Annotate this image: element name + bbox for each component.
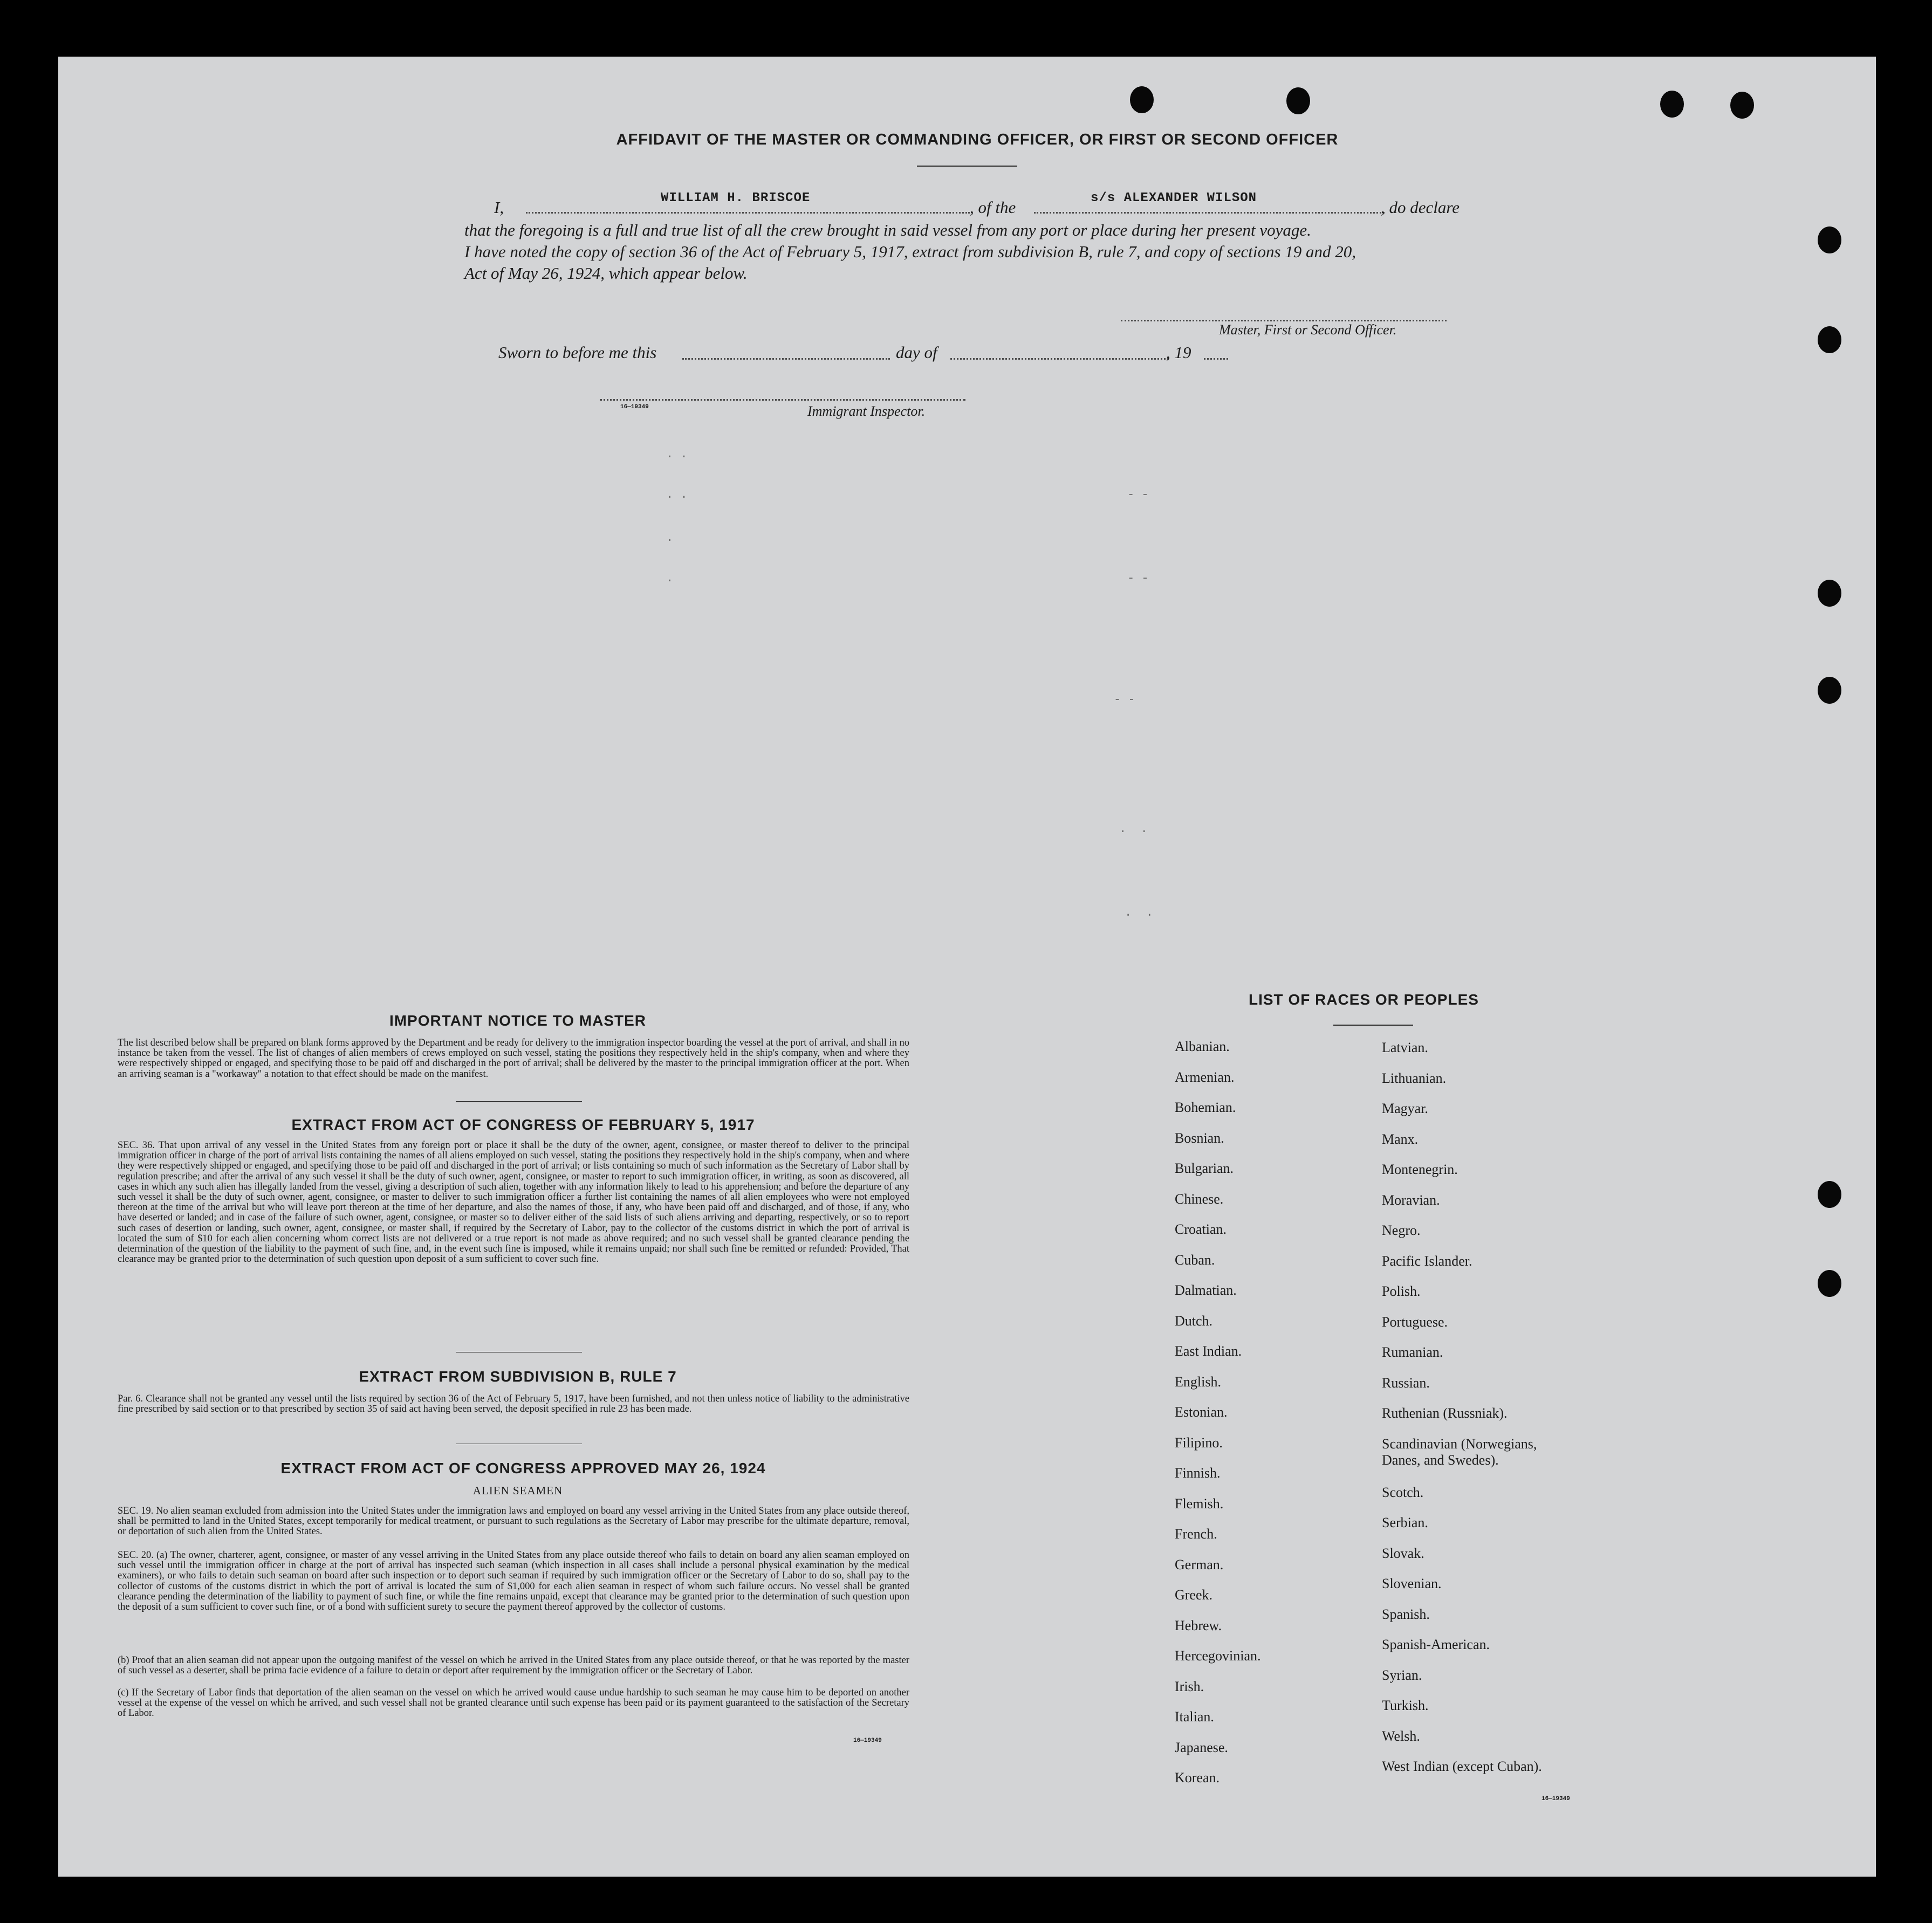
race-entry: Pacific Islander. xyxy=(1382,1253,1472,1269)
race-entry: Filipino. xyxy=(1175,1434,1223,1451)
declaration-line-2: that the foregoing is a full and true list of all the crew brought in said vessel from any port or place during her present voyage. xyxy=(464,221,1311,239)
section-divider xyxy=(456,1101,582,1102)
race-entry: Estonian. xyxy=(1175,1404,1228,1420)
race-entry: Irish. xyxy=(1175,1678,1204,1694)
inspector-signature-line xyxy=(600,399,965,401)
master-name-value: WILLIAM H. BRISCOE xyxy=(661,191,811,205)
of-the-label: , of the xyxy=(970,198,1016,217)
race-entry: Latvian. xyxy=(1382,1040,1428,1055)
show-through-marks: - - xyxy=(1127,572,1149,585)
extract-1924-sec20a: SEC. 20. (a) The owner, charterer, agent, consignee, or master of any vessel arriving in the United States from any place outside thereof who fails to detain on board any alien seaman employed on such vessel until the immigration officer in charge at the port of arrival has inspected such seaman (which inspection in all cases shall include a personal physical examination by the medical examiners), or who fails to detain such seaman on board after such inspection or to deport such seaman if required by such immigration officer or the Secretary of Labor to do so, shall pay to the collector of customs of the customs district in which the port of arrival is located the sum of $1,000 for each alien seaman in respect of whom such failure occurs. No vessel shall be granted clearance pending the determination of the liability to payment of such fine, or while the fine remains unpaid, except that clearance may be granted prior to the determination of such question upon the deposit of a sum sufficient to cover such fine, or of a bond with sufficient surety to secure the payment thereof approved by the collector of customs. xyxy=(118,1550,909,1613)
notice-title: IMPORTANT NOTICE TO MASTER xyxy=(389,1012,647,1029)
races-title: LIST OF RACES OR PEOPLES xyxy=(1249,991,1479,1008)
race-entry: Syrian. xyxy=(1382,1667,1422,1683)
inspector-caption: Immigrant Inspector. xyxy=(807,403,926,419)
race-entry: East Indian. xyxy=(1175,1343,1242,1359)
punch-hole xyxy=(1818,326,1841,353)
race-entry: German. xyxy=(1175,1556,1224,1572)
sworn-month-line xyxy=(950,358,1169,360)
signature-caption: Master, First or Second Officer. xyxy=(1219,322,1397,338)
race-entry: Welsh. xyxy=(1382,1728,1420,1744)
race-entry: Ruthenian (Russniak). xyxy=(1382,1405,1508,1421)
extract-1924-sec20c: (c) If the Secretary of Labor finds that deportation of the alien seaman on the vessel on which he arrived would cause undue hardship to such seaman he may cause him to be deported on another vessel at the expense of the vessel on which he arrived, and such vessel shall not be granted clearance until such expense has been paid or its payment guaranteed to the satisfaction of the Secretary of Labor. xyxy=(118,1687,909,1719)
race-entry: Portuguese. xyxy=(1382,1314,1448,1330)
extract-rule7-text: Par. 6. Clearance shall not be granted any vessel until the lists required by section 36 of the Act of February 5, 1917, have been furnished, and not then unless notice of liability to the administrative fine prescribed by said section or to that prescribed by section 35 of said act having been served, the deposit specified in rule 23 has been made. xyxy=(118,1393,909,1415)
race-entry: West Indian (except Cuban). xyxy=(1382,1759,1542,1775)
sworn-label: Sworn to before me this xyxy=(498,343,657,362)
show-through-marks: . . xyxy=(666,488,688,502)
inspector-form-number: 16—19349 xyxy=(620,404,649,410)
race-entry: Croatian. xyxy=(1175,1221,1227,1237)
race-entry: Slovak. xyxy=(1382,1545,1424,1561)
race-entry: Flemish. xyxy=(1175,1495,1224,1512)
extract-rule7-title: EXTRACT FROM SUBDIVISION B, RULE 7 xyxy=(359,1368,677,1385)
extract-1917-title: EXTRACT FROM ACT OF CONGRESS OF FEBRUARY 5, 1917 xyxy=(291,1116,755,1133)
race-entry: Slovenian. xyxy=(1382,1576,1442,1592)
race-entry: Cuban. xyxy=(1175,1252,1215,1268)
extract-1924-subtitle: ALIEN SEAMEN xyxy=(472,1484,563,1497)
race-entry: Serbian. xyxy=(1382,1515,1428,1531)
vessel-name-value: s/s ALEXANDER WILSON xyxy=(1091,191,1257,205)
race-entry: Italian. xyxy=(1175,1709,1214,1725)
race-entry: Armenian. xyxy=(1175,1069,1235,1085)
vessel-name-line xyxy=(1034,212,1385,214)
race-entry: Bohemian. xyxy=(1175,1100,1236,1115)
punch-hole xyxy=(1818,1181,1841,1208)
show-through-marks: . . xyxy=(666,448,688,461)
race-entry: Manx. xyxy=(1382,1131,1419,1147)
race-entry: Chinese. xyxy=(1175,1191,1224,1207)
race-entry: Polish. xyxy=(1382,1283,1421,1299)
race-entry: Bosnian. xyxy=(1175,1130,1224,1146)
race-entry: Moravian. xyxy=(1382,1192,1440,1208)
punch-hole xyxy=(1660,91,1684,118)
declaration-line-3: I have noted the copy of section 36 of the Act of February 5, 1917, extract from subdivision B, rule 7, and copy of sections 19 and 20, xyxy=(464,242,1356,261)
race-entry: Magyar. xyxy=(1382,1101,1428,1116)
race-entry: Greek. xyxy=(1175,1587,1213,1603)
year-line xyxy=(1204,358,1228,360)
extract-1917-text: SEC. 36. That upon arrival of any vessel in the United States from any foreign port or place it shall be the duty of the owner, agent, consignee, or master thereof to deliver to the principal immigration officer in charge of the port of arrival lists containing the names of all aliens employed on such vessel, stating the positions they respectively hold in the ship's company, when and where they were respectively shipped or engaged, and specifying those to be paid off and discharged in the port of arrival; or lists containing so much of such information as the Secretary of Labor shall by regulation prescribe; and after the arrival of any such vessel it shall be the duty of such owner, agent, consignee, or master to report to such immigration officer, in writing, as soon as discovered, all cases in which any such alien has illegally landed from the vessel, giving a description of such alien, together with any information likely to lead to his apprehension; and before the departure of any such vessel it shall be the duty of such owner, agent, consignee, or master to deliver to such immigration officer a further list containing the names of all alien employees who were not employed thereon at the time of the arrival but who will leave port thereon at the time of her departure, and also the names of those, if any, who have been paid off and discharged, and of those, if any, who have deserted or landed; and in case of the failure of such owner, agent, consignee, or master so to deliver either of the said lists of such aliens arriving and departing, respectively, or so to report such cases of desertion or landing, such owner, agent, consignee, or master shall, if required by the Secretary of Labor, pay to the collector of the customs district in which the port of arrival is located the sum of $10 for each alien concerning whom correct lists are not delivered or a true report is not made as above required; and no such vessel shall be granted clearance pending the determination of the question of the liability to the payment of such fine, and, in the event such fine is imposed, while it remains unpaid; nor shall such fine be remitted or refunded: Provided, That clearance may be granted prior to the determination of such question upon deposit of a sum sufficient to cover such fine. xyxy=(118,1140,909,1265)
i-label: I, xyxy=(494,198,504,217)
punch-hole xyxy=(1818,1270,1841,1297)
show-through-marks: - - xyxy=(1127,488,1149,502)
title-rule xyxy=(917,166,1017,167)
show-through-marks: . xyxy=(666,531,674,545)
punch-hole xyxy=(1818,580,1841,607)
punch-hole xyxy=(1286,87,1310,114)
race-entry: Turkish. xyxy=(1382,1698,1429,1714)
race-entry: English. xyxy=(1175,1373,1221,1390)
race-entry: Hebrew. xyxy=(1175,1617,1222,1633)
declaration-line-4: Act of May 26, 1924, which appear below. xyxy=(464,264,748,283)
race-entry: Spanish. xyxy=(1382,1606,1430,1622)
race-entry: Finnish. xyxy=(1175,1465,1221,1481)
affidavit-title: AFFIDAVIT OF THE MASTER OR COMMANDING OFFICER, OR FIRST OR SECOND OFFICER xyxy=(616,131,1339,148)
show-through-marks: . xyxy=(666,572,674,585)
race-entry: Albanian. xyxy=(1175,1039,1230,1054)
show-through-marks: . . xyxy=(1119,822,1148,836)
race-entry: Russian. xyxy=(1382,1375,1430,1391)
extract-1924-sec20b: (b) Proof that an alien seaman did not appear upon the outgoing manifest of the vessel on which he arrived in the United States from any place outside thereof, or that he was reported by the master of such vessel as a deserter, shall be prima facie evidence of a failure to detain or deport after requirement by the immigration officer or the Secretary of Labor. xyxy=(118,1655,909,1677)
race-entry: Japanese. xyxy=(1175,1739,1228,1755)
punch-hole xyxy=(1818,226,1841,253)
signature-line xyxy=(1121,320,1447,321)
extract-1924-sec19: SEC. 19. No alien seaman excluded from admission into the United States under the immigration laws and employed on board any vessel arriving in the United States from any place outside thereof, shall be permitted to land in the United States, except temporarily for medical treatment, or pursuant to such regulations as the Secretary of Labor may prescribe for the ultimate departure, removal, or deportation of such alien from the United States. xyxy=(118,1506,909,1537)
extract-1924-title: EXTRACT FROM ACT OF CONGRESS APPROVED MAY 26, 1924 xyxy=(280,1460,766,1476)
show-through-marks: - - xyxy=(1114,693,1135,706)
race-entry: French. xyxy=(1175,1526,1217,1542)
race-entry: Korean. xyxy=(1175,1770,1220,1785)
race-entry: Spanish-American. xyxy=(1382,1637,1490,1653)
race-entry: Scandinavian (Norwegians, Danes, and Swedes). xyxy=(1382,1436,1537,1468)
punch-hole xyxy=(1130,86,1154,113)
notice-text: The list described below shall be prepared on blank forms approved by the Department and be ready for delivery to the immigration inspector boarding the vessel at the port of arrival, and shall in no instance be taken from the vessel. The list of changes of alien members of crews employed on such vessel, stating the positions they respectively held in the ship's company, when and where they were respectively shipped or engaged, and specifying those to be paid off and discharged in the port of arrival; shall be delivered by the master to the principal immigration officer at the port. When an arriving seaman is a "workaway" a notation to that effect should be made on the manifest. xyxy=(118,1038,909,1080)
races-form-number: 16—19349 xyxy=(1542,1796,1570,1802)
race-entry: Dutch. xyxy=(1175,1313,1213,1329)
punch-hole xyxy=(1818,677,1841,704)
races-title-rule xyxy=(1333,1025,1413,1026)
race-entry: Bulgarian. xyxy=(1175,1160,1234,1176)
extract-form-number: 16—19349 xyxy=(853,1737,882,1744)
year-label: , 19 xyxy=(1166,343,1191,362)
race-entry: Hercegovinian. xyxy=(1175,1648,1261,1664)
race-entry: Dalmatian. xyxy=(1175,1282,1237,1298)
do-declare-label: , do declare xyxy=(1381,198,1460,217)
race-entry: Lithuanian. xyxy=(1382,1070,1447,1086)
show-through-marks: . . xyxy=(1125,906,1153,919)
master-name-line xyxy=(526,212,970,214)
sworn-day-line xyxy=(682,358,890,360)
punch-hole xyxy=(1730,92,1754,119)
race-entry: Scotch. xyxy=(1382,1484,1424,1500)
day-of-label: day of xyxy=(896,343,937,362)
race-entry: Rumanian. xyxy=(1382,1344,1443,1360)
race-entry: Negro. xyxy=(1382,1223,1421,1238)
race-entry: Montenegrin. xyxy=(1382,1162,1458,1177)
